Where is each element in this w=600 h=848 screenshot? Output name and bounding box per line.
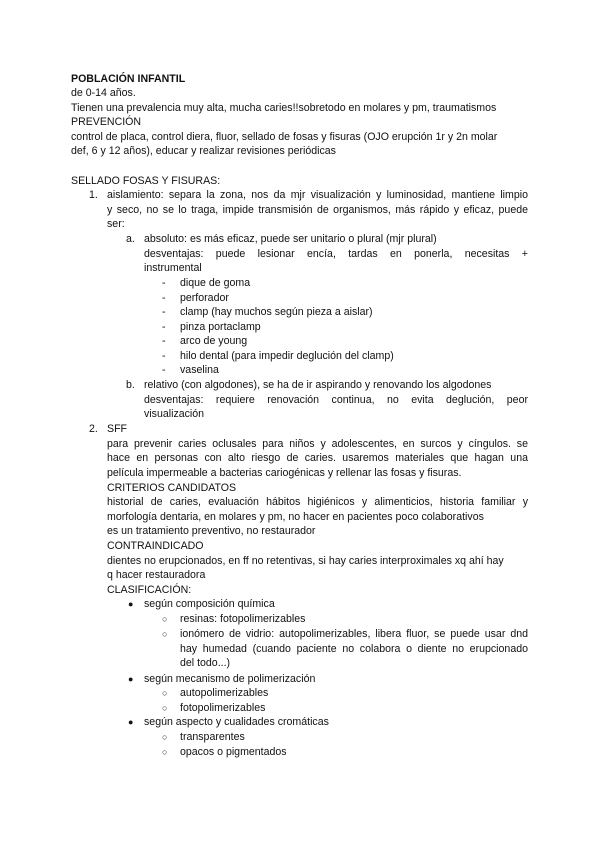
contra-line: dientes no erupcionados, en ff no retentivas, si hay caries interproximales xq ahí hay [107, 555, 504, 567]
classification-item: resinas: fotopolimerizables [180, 613, 306, 625]
instrument-item: vaselina [180, 364, 219, 376]
item1-line: aislamiento: separa la zona, nos da mjr visualización y luminosidad, mantiene limpio [107, 189, 528, 201]
list-marker: 1. [89, 189, 98, 201]
classification-label: según composición química [144, 598, 275, 610]
instrument-item: perforador [180, 292, 229, 304]
circle-marker: ○ [162, 629, 168, 639]
sub-a-line: absoluto: es más eficaz, puede ser unitario o plural (mjr plural) [144, 233, 437, 245]
instrument-item: dique de goma [180, 277, 251, 289]
criteria-heading: CRITERIOS CANDIDATOS [107, 482, 237, 494]
criteria-line: es un tratamiento preventivo, no restaurador [107, 525, 316, 537]
dash-marker: - [162, 350, 166, 362]
instrument-item: hilo dental (para impedir deglución del clamp) [180, 350, 394, 362]
instrument-item: pinza portaclamp [180, 321, 261, 333]
list-marker: b. [126, 379, 135, 391]
prevention-heading: PREVENCIÓN [71, 116, 142, 128]
instrument-item: arco de young [180, 335, 248, 347]
sealing-heading: SELLADO FOSAS Y FISURAS: [71, 175, 221, 187]
classification-label: según mecanismo de polimerización [144, 673, 316, 685]
list-marker: 2. [89, 423, 98, 435]
contra-heading: CONTRAINDICADO [107, 540, 204, 552]
criteria-line: historial de caries, evaluación hábitos higiénicos y alimenticios, historia familiar y [107, 496, 528, 508]
classification-item: ionómero de vidrio: autopolimerizables, libera fluor, se puede usar dnd [180, 628, 528, 640]
page-title: POBLACIÓN INFANTIL [71, 73, 186, 85]
bullet-marker: ● [128, 674, 134, 684]
dash-marker: - [162, 364, 166, 376]
item1-line: y seco, no se lo traga, impide transmisión de organismos, más rápido y eficaz, puede [107, 204, 528, 216]
contra-line: q hacer restauradora [107, 569, 206, 581]
dash-marker: - [162, 306, 166, 318]
sub-a-disadvantages: desventajas: puede lesionar encía, tardas en ponerla, necesitas + [144, 248, 528, 260]
criteria-line: morfología dentaria, en molares y pm, no hacer en pacientes poco colaborativos [107, 511, 484, 523]
item2-paragraph: para prevenir caries oclusales para niños y adolescentes, en surcos y cíngulos. se [107, 438, 528, 450]
intro-line: Tienen una prevalencia muy alta, mucha caries!!sobretodo en molares y pm, traumatismos [71, 102, 497, 114]
classification-label: según aspecto y cualidades cromáticas [144, 716, 329, 728]
prevention-line: def, 6 y 12 años), educar y realizar revisiones periódicas [71, 145, 336, 157]
sub-b-disadvantages: visualización [144, 408, 205, 420]
classification-heading: CLASIFICACIÓN: [107, 584, 192, 596]
circle-marker: ○ [162, 732, 168, 742]
list-marker: a. [126, 233, 135, 245]
bullet-marker: ● [128, 599, 134, 609]
sub-b-disadvantages: desventajas: requiere renovación continua, no evita deglución, peor [144, 394, 528, 406]
circle-marker: ○ [162, 703, 168, 713]
classification-item: autopolimerizables [180, 687, 269, 699]
classification-item: fotopolimerizables [180, 702, 266, 714]
instrument-item: clamp (hay muchos según pieza a aislar) [180, 306, 373, 318]
circle-marker: ○ [162, 688, 168, 698]
sub-b-line: relativo (con algodones), se ha de ir aspirando y renovando los algodones [144, 379, 492, 391]
circle-marker: ○ [162, 747, 168, 757]
dash-marker: - [162, 277, 166, 289]
classification-item: opacos o pigmentados [180, 746, 287, 758]
intro-line: de 0-14 años. [71, 87, 136, 99]
item2-title: SFF [107, 423, 128, 435]
bullet-marker: ● [128, 717, 134, 727]
classification-item: transparentes [180, 731, 245, 743]
classification-item: hay humedad (cuando paciente no colabora o diente no erupcionado [180, 643, 528, 655]
dash-marker: - [162, 321, 166, 333]
sub-a-disadvantages: instrumental [144, 262, 202, 274]
dash-marker: - [162, 335, 166, 347]
item2-paragraph: película impermeable a bacterias cariogénicas y rellenar las fosas y fisuras. [107, 467, 462, 479]
classification-item: del todo...) [180, 657, 231, 669]
item1-line: ser: [107, 218, 125, 230]
item2-paragraph: hace en personas con alto riesgo de caries. usaremos materiales que hagan una [107, 452, 528, 464]
dash-marker: - [162, 292, 166, 304]
prevention-line: control de placa, control diera, fluor, sellado de fosas y fisuras (OJO erupción 1r y 2n molar [71, 131, 498, 143]
circle-marker: ○ [162, 614, 168, 624]
